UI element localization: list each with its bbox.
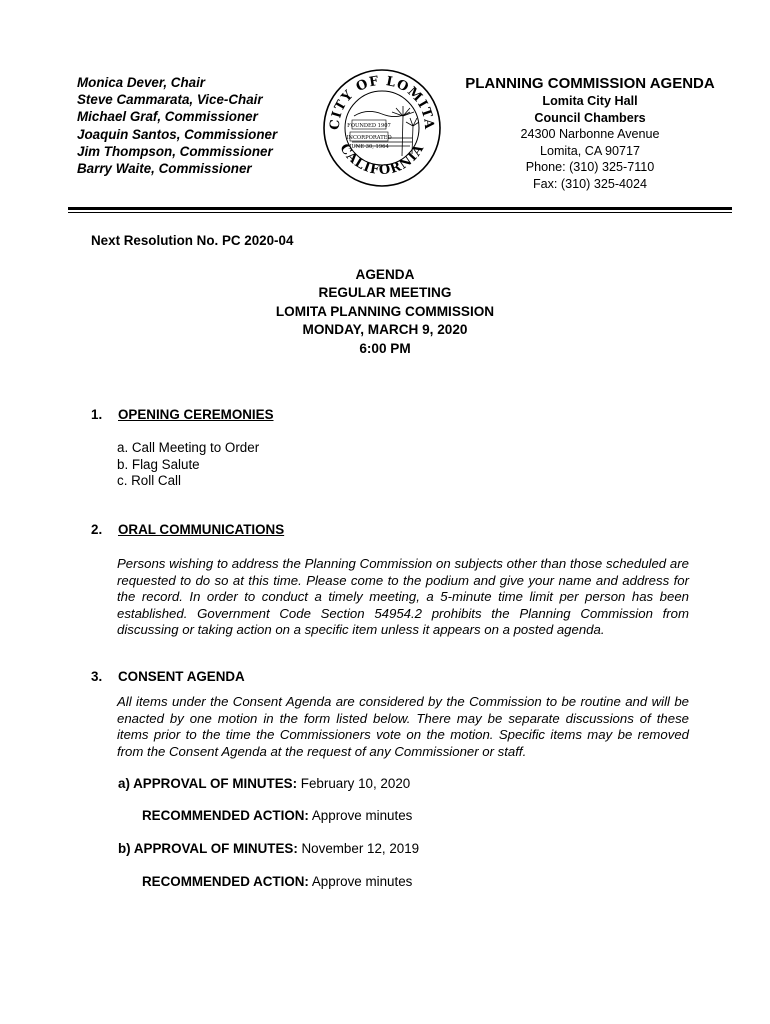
consent-item-a-action [142, 808, 412, 823]
section-2-description: Persons wishing to address the Planning Commission on subjects other than those scheduled are requested to do so at this time. Please come to the podium and give your name and address for the record. In order to conduct a timely meeting, a 5-minute time limit per person has been established. Government Code Section 54954.2 prohibits the Planning Commission from discussing or taking action on a specific item unless it appears on a posted agenda. [117, 556, 689, 638]
recommended-action-value: Approve minutes [311, 808, 413, 823]
location-room: Council Chambers [534, 110, 646, 125]
member-vice-chair: Steve Cammarata, Vice-Chair [77, 92, 263, 108]
phone-number: Phone: (310) 325-7110 [525, 160, 655, 174]
section-1-title: OPENING CEREMONIES [118, 407, 274, 422]
member-commissioner: Barry Waite, Commissioner [77, 161, 252, 177]
consent-item-b-action [142, 874, 412, 889]
commission-members [77, 74, 277, 177]
meeting-date: MONDAY, MARCH 9, 2020 [302, 322, 468, 338]
recommended-action-value: Approve minutes [311, 874, 413, 889]
list-item: c. Roll Call [117, 473, 181, 489]
section-3-description: All items under the Consent Agenda are considered by the Commission to be routine and will be enacted by one motion in the form listed below. There may be separate discussions of these items prior to the time the Commissioners vote on the motion. Specific items may be removed from the Consent Agenda at the request of any Commissioner or staff. [117, 694, 689, 759]
member-commissioner: Michael Graf, Commissioner [77, 109, 258, 125]
consent-item-a-date: February 10, 2020 [300, 776, 411, 791]
agenda-title: PLANNING COMMISSION AGENDA [465, 75, 715, 92]
recommended-action-label: RECOMMENDED ACTION: [142, 808, 309, 823]
svg-text:INCORPORATED: INCORPORATED [346, 135, 392, 141]
svg-text:FOUNDED 1907: FOUNDED 1907 [347, 123, 391, 129]
meeting-title-block [185, 266, 585, 358]
header-divider-thick [68, 207, 732, 210]
commission-name: LOMITA PLANNING COMMISSION [275, 303, 495, 319]
member-commissioner: Jim Thompson, Commissioner [77, 143, 273, 159]
header-divider-thin [68, 212, 732, 213]
list-item: a. Call Meeting to Order [117, 440, 260, 455]
header-address-block [455, 74, 725, 192]
city-seal-logo [322, 68, 442, 188]
consent-item-b-date: November 12, 2019 [301, 841, 420, 856]
section-1-items [117, 440, 259, 490]
consent-item-a-label: a) APPROVAL OF MINUTES: [118, 776, 298, 791]
recommended-action-label: RECOMMENDED ACTION: [142, 874, 309, 889]
section-3-number: 3. [91, 669, 103, 684]
list-item: b. Flag Salute [117, 456, 200, 472]
svg-text:JUNE 30, 1964: JUNE 30, 1964 [349, 144, 389, 150]
section-3-title: CONSENT AGENDA [118, 669, 245, 684]
street-address: 24300 Narbonne Avenue [520, 127, 660, 141]
meeting-type: REGULAR MEETING [318, 285, 452, 301]
member-commissioner: Joaquin Santos, Commissioner [77, 126, 278, 142]
next-resolution-number: Next Resolution No. PC 2020-04 [91, 233, 294, 248]
consent-item-b [118, 841, 419, 856]
svg-text:CALIFORNIA: CALIFORNIA [336, 141, 428, 179]
city-state-zip: Lomita, CA 90717 [539, 143, 641, 158]
svg-text:CITY OF LOMITA: CITY OF LOMITA [327, 73, 437, 131]
consent-item-a [118, 776, 410, 791]
meeting-time: 6:00 PM [359, 340, 411, 356]
section-2-number: 2. [91, 522, 103, 537]
consent-item-b-label: b) APPROVAL OF MINUTES: [118, 841, 298, 856]
location-name: Lomita City Hall [542, 94, 638, 108]
meeting-title-agenda: AGENDA [355, 267, 415, 282]
section-1-number: 1. [91, 407, 103, 422]
section-2-title: ORAL COMMUNICATIONS [118, 522, 285, 537]
member-chair: Monica Dever, Chair [77, 75, 206, 90]
fax-number: Fax: (310) 325-4024 [532, 176, 648, 191]
